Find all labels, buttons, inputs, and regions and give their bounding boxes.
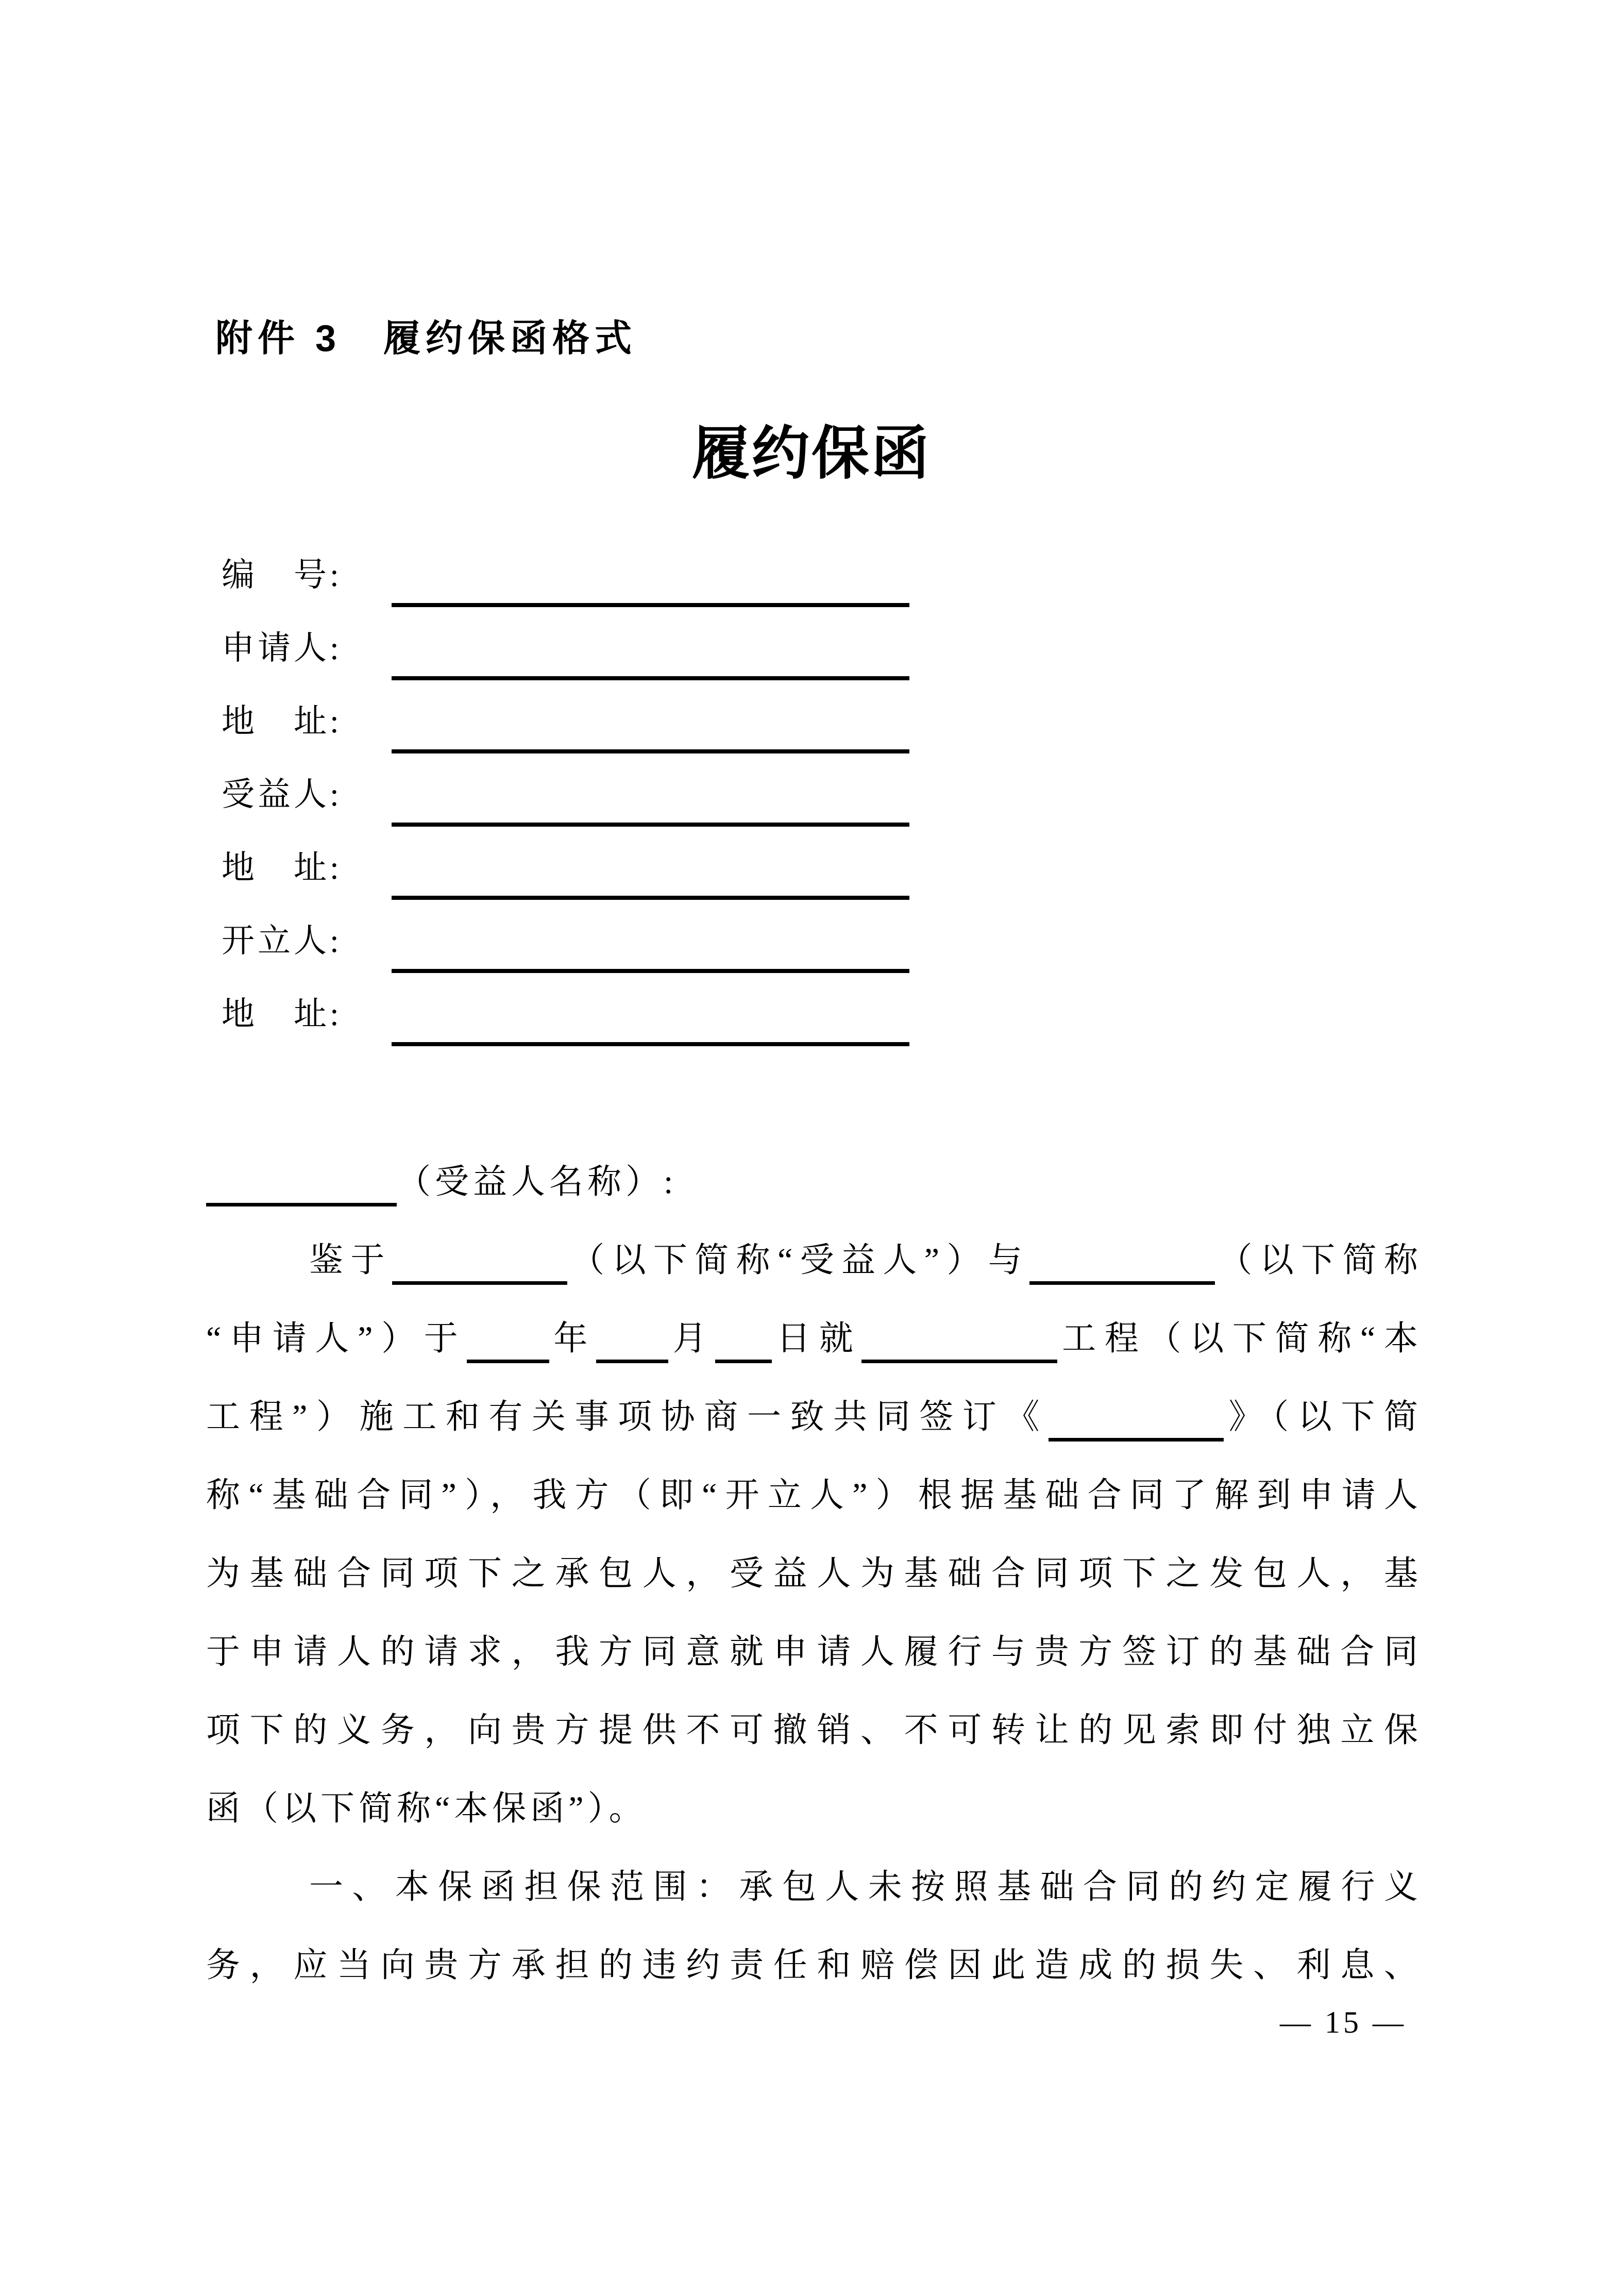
form-field-label: 开立人: <box>222 923 342 959</box>
body-text: 函（以下简称“本保函”）。 <box>206 1790 647 1828</box>
body-text: 称“基础合同”），我方（即“开立人”）根据基础合同了解到申请人 <box>206 1477 1422 1514</box>
body-line <box>206 1456 1422 1535</box>
form-row <box>222 535 1149 608</box>
guarantee-header-fields <box>222 535 1149 1047</box>
fill-in-blank-line <box>715 1360 772 1363</box>
body-text: 工程（以下简称“本 <box>1057 1320 1423 1358</box>
body-line <box>206 1221 1422 1300</box>
fill-in-blank-line <box>1029 1281 1215 1285</box>
fill-in-blank-line <box>392 676 909 680</box>
body-text: （以下简称 <box>1215 1242 1423 1279</box>
form-row <box>222 828 1149 901</box>
body-text: “申请人”）于 <box>206 1320 467 1358</box>
body-text: 月 <box>668 1320 716 1358</box>
fill-in-blank-line <box>392 1042 909 1046</box>
attachment-header: 附件 3 履约保函格式 <box>215 318 637 359</box>
body-line <box>206 1300 1422 1378</box>
body-text: （受益人名称）: <box>397 1163 678 1201</box>
form-row <box>222 901 1149 974</box>
fill-in-blank-line <box>467 1360 549 1363</box>
body-line <box>206 1535 1422 1613</box>
fill-in-blank-line <box>596 1360 668 1363</box>
fill-in-blank-line <box>392 1281 567 1285</box>
fill-in-blank-line <box>206 1203 397 1206</box>
body-line <box>206 1926 1422 2005</box>
body-text: 于申请人的请求，我方同意就申请人履行与贵方签订的基础合同 <box>206 1633 1422 1671</box>
fill-in-blank-line <box>1049 1438 1224 1442</box>
form-row <box>222 608 1149 681</box>
form-field-label: 受益人: <box>222 776 342 813</box>
body-line <box>206 1143 1422 1221</box>
body-text: （以下简称“受益人”）与 <box>567 1242 1030 1279</box>
document-title: 履约保函 <box>692 422 931 486</box>
body-line <box>206 1613 1422 1691</box>
fill-in-blank-line <box>392 603 909 607</box>
body-text: 鉴于 <box>309 1242 392 1279</box>
fill-in-blank-line <box>392 823 909 827</box>
body-text: 工程”）施工和有关事项协商一致共同签订《 <box>206 1398 1049 1436</box>
body-text: 务，应当向贵方承担的违约责任和赔偿因此造成的损失、利息、 <box>206 1947 1422 1984</box>
body-line <box>206 1770 1422 1848</box>
fill-in-blank-line <box>392 749 909 753</box>
form-field-label: 编 号: <box>222 557 342 593</box>
body-line <box>206 1691 1422 1770</box>
body-text: 为基础合同项下之承包人，受益人为基础合同项下之发包人，基 <box>206 1555 1422 1593</box>
form-field-label: 申请人: <box>222 630 342 666</box>
body-text: 一、本保函担保范围：承包人未按照基础合同的约定履行义 <box>309 1868 1422 1906</box>
form-field-label: 地 址: <box>222 703 342 740</box>
body-text: 》（以下简 <box>1224 1398 1423 1436</box>
fill-in-blank-line <box>861 1360 1057 1363</box>
fill-in-blank-line <box>392 969 909 973</box>
body-text: 年 <box>549 1320 596 1358</box>
fill-in-blank-line <box>392 896 909 900</box>
page-number: — 15 — <box>1280 2005 1407 2039</box>
body-line <box>206 1378 1422 1456</box>
body-text: 日就 <box>772 1320 862 1358</box>
body-text: 项下的义务，向贵方提供不可撤销、不可转让的见索即付独立保 <box>206 1712 1422 1749</box>
form-field-label: 地 址: <box>222 996 342 1032</box>
form-row <box>222 974 1149 1047</box>
form-field-label: 地 址: <box>222 849 342 886</box>
form-row <box>222 755 1149 828</box>
body-line <box>206 1848 1422 1926</box>
document-body <box>206 1143 1422 2005</box>
form-row <box>222 681 1149 755</box>
